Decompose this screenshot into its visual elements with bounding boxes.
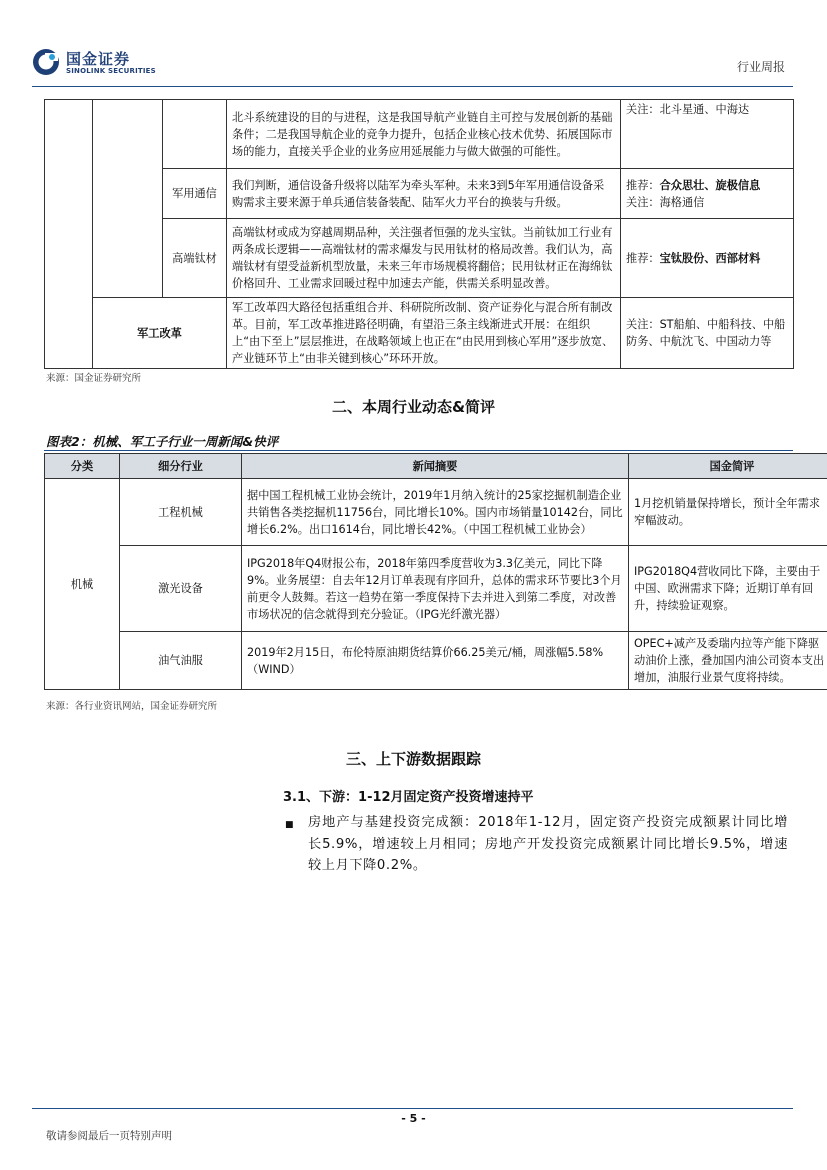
- bullet-paragraph: 房地产与基建投资完成额：2018年1-12月，固定资产投资完成额累计同比增长5.9%，增速较上月相同；房地产开发投资完成额累计同比增长9.5%，增速较上月下降0.2%。: [308, 815, 788, 873]
- page-number: - 5 -: [401, 1112, 426, 1125]
- table-cell-content: 高端钛材或成为穿越周期品种，关注强者恒强的龙头宝钛。当前钛加工行业有两条成长逻辑——高端钛材的需求爆发与民用钛材的格局改善。我们认为，高端钛材有望受益新机型放量，未来三年市场规模将翻倍；民用钛材正在海绵钛价格回升、工业需求回暖过程中加速去产能，供需关系明显改善。: [227, 219, 621, 298]
- section-2-title: 二、本周行业动态&简评: [331, 398, 496, 416]
- table-cell-news: IPG2018年Q4财报公布，2018年第四季度营收为3.3亿美元，同比下降9%。业务展望：自去年12月订单表现有序回升，总体的需求环节要比3个月前更令人鼓舞。若这一趋势在第一季度保持下去并进入到第二季度，对改善市场状况的信念就得到充分验证。（IPG光纤激光器）: [242, 546, 629, 632]
- footer-disclaimer: 敬请参阅最后一页特别声明: [46, 1130, 172, 1142]
- logo-name-en: SINOLINK SECURITIES: [66, 67, 156, 75]
- table-cell-group: [93, 100, 163, 298]
- table-cell-category: [45, 100, 93, 369]
- table-cell-content: 北斗系统建设的目的与进程，这是我国导航产业链自主可控与发展创新的基础条件；二是我国导航企业的竞争力提升，包括企业核心技术优势、拓展国际市场的能力，直接关乎企业的业务应用延展能力与做大做强的可能性。: [227, 100, 621, 169]
- logo-name-cn: 国金证券: [66, 50, 131, 68]
- header-divider: [32, 86, 793, 87]
- table-cell-recommendation: 关注：ST船舶、中船科技、中船防务、中航沈飞、中国动力等: [621, 298, 794, 369]
- table-row: [45, 100, 794, 169]
- table-cell-news: 据中国工程机械工业协会统计，2019年1月纳入统计的25家挖掘机制造企业共销售各类挖掘机11756台，同比增长10%。国内市场销量10142台，同比增长6.2%。出口1614台，同比增长42%。（中国工程机械工业协会）: [242, 479, 629, 546]
- column-header: 细分行业: [120, 454, 242, 479]
- table-cell-subsector: 军用通信: [163, 169, 227, 219]
- document-type: 行业周报: [736, 60, 785, 74]
- figure-2-source: 来源：各行业资讯网站，国金证券研究所: [46, 701, 218, 712]
- table-cell-subsector: 工程机械: [120, 479, 242, 546]
- table-cell-category: 机械: [45, 479, 120, 690]
- section-3-1-title: 3.1、下游：1-12月固定资产投资增速持平: [283, 790, 534, 805]
- table-cell-subsector: 高端钛材: [163, 219, 227, 298]
- section-3-title: 三、上下游数据跟踪: [345, 750, 481, 768]
- table-cell-recommendation: 推荐：宝钛股份、西部材料: [621, 219, 794, 298]
- company-logo-icon: [32, 48, 60, 76]
- column-header: 分类: [45, 454, 120, 479]
- table1-source: 来源：国金证券研究所: [46, 373, 142, 384]
- table-row: [45, 546, 827, 632]
- table-cell-recommendation: 关注：北斗星通、中海达: [621, 100, 794, 169]
- table-row: [45, 298, 794, 369]
- page-header: [32, 44, 793, 86]
- table-row: [45, 632, 827, 690]
- table-cell-subsector: 激光设备: [120, 546, 242, 632]
- table-cell-subsector: 油气油服: [120, 632, 242, 690]
- column-header: 新闻摘要: [242, 454, 629, 479]
- table-cell-subsector: [163, 100, 227, 169]
- table-cell-review: 1月挖机销量保持增长，预计全年需求窄幅波动。: [629, 479, 827, 546]
- table-header-row: [45, 454, 827, 479]
- table-cell-content: 军工改革四大路径包括重组合并、科研院所改制、资产证券化与混合所有制改革。目前，军工改革推进路径明确，有望沿三条主线渐进式开展：在组织上“由下至上”层层推进，在战略领域上也正在“由民用到核心军用”逐步放宽、产业链环节上“由非关键到核心”环环开放。: [227, 298, 621, 369]
- table-cell-content: 我们判断，通信设备升级将以陆军为牵头军种。未来3到5年军用通信设备采购需求主要来源于单兵通信装备装配、陆军火力平台的换装与升级。: [227, 169, 621, 219]
- table-cell-news: 2019年2月15日，布伦特原油期货结算价66.25美元/桶，周涨幅5.58%（WIND）: [242, 632, 629, 690]
- table-row: [45, 479, 827, 546]
- bullet-square-icon: ■: [285, 820, 294, 830]
- footer-divider: [32, 1108, 793, 1109]
- table-cell-reform-label: 军工改革: [93, 298, 227, 369]
- figure-2-caption: 图表2：机械、军工子行业一周新闻&快评: [46, 434, 279, 449]
- column-header: 国金简评: [629, 454, 827, 479]
- table-cell-review: IPG2018Q4营收同比下降，主要由于中国、欧洲需求下降；近期订单有回升，持续验证观察。: [629, 546, 827, 632]
- table-cell-recommendation: 推荐：合众思壮、旋极信息 关注：海格通信: [621, 169, 794, 219]
- investment-table: [44, 99, 794, 369]
- news-table: [44, 453, 827, 690]
- figure-caption-rule: [44, 450, 793, 451]
- table-cell-review: OPEC+减产及委瑞内拉等产能下降驱动油价上涨，叠加国内油公司资本支出增加，油服行业景气度将持续。: [629, 632, 827, 690]
